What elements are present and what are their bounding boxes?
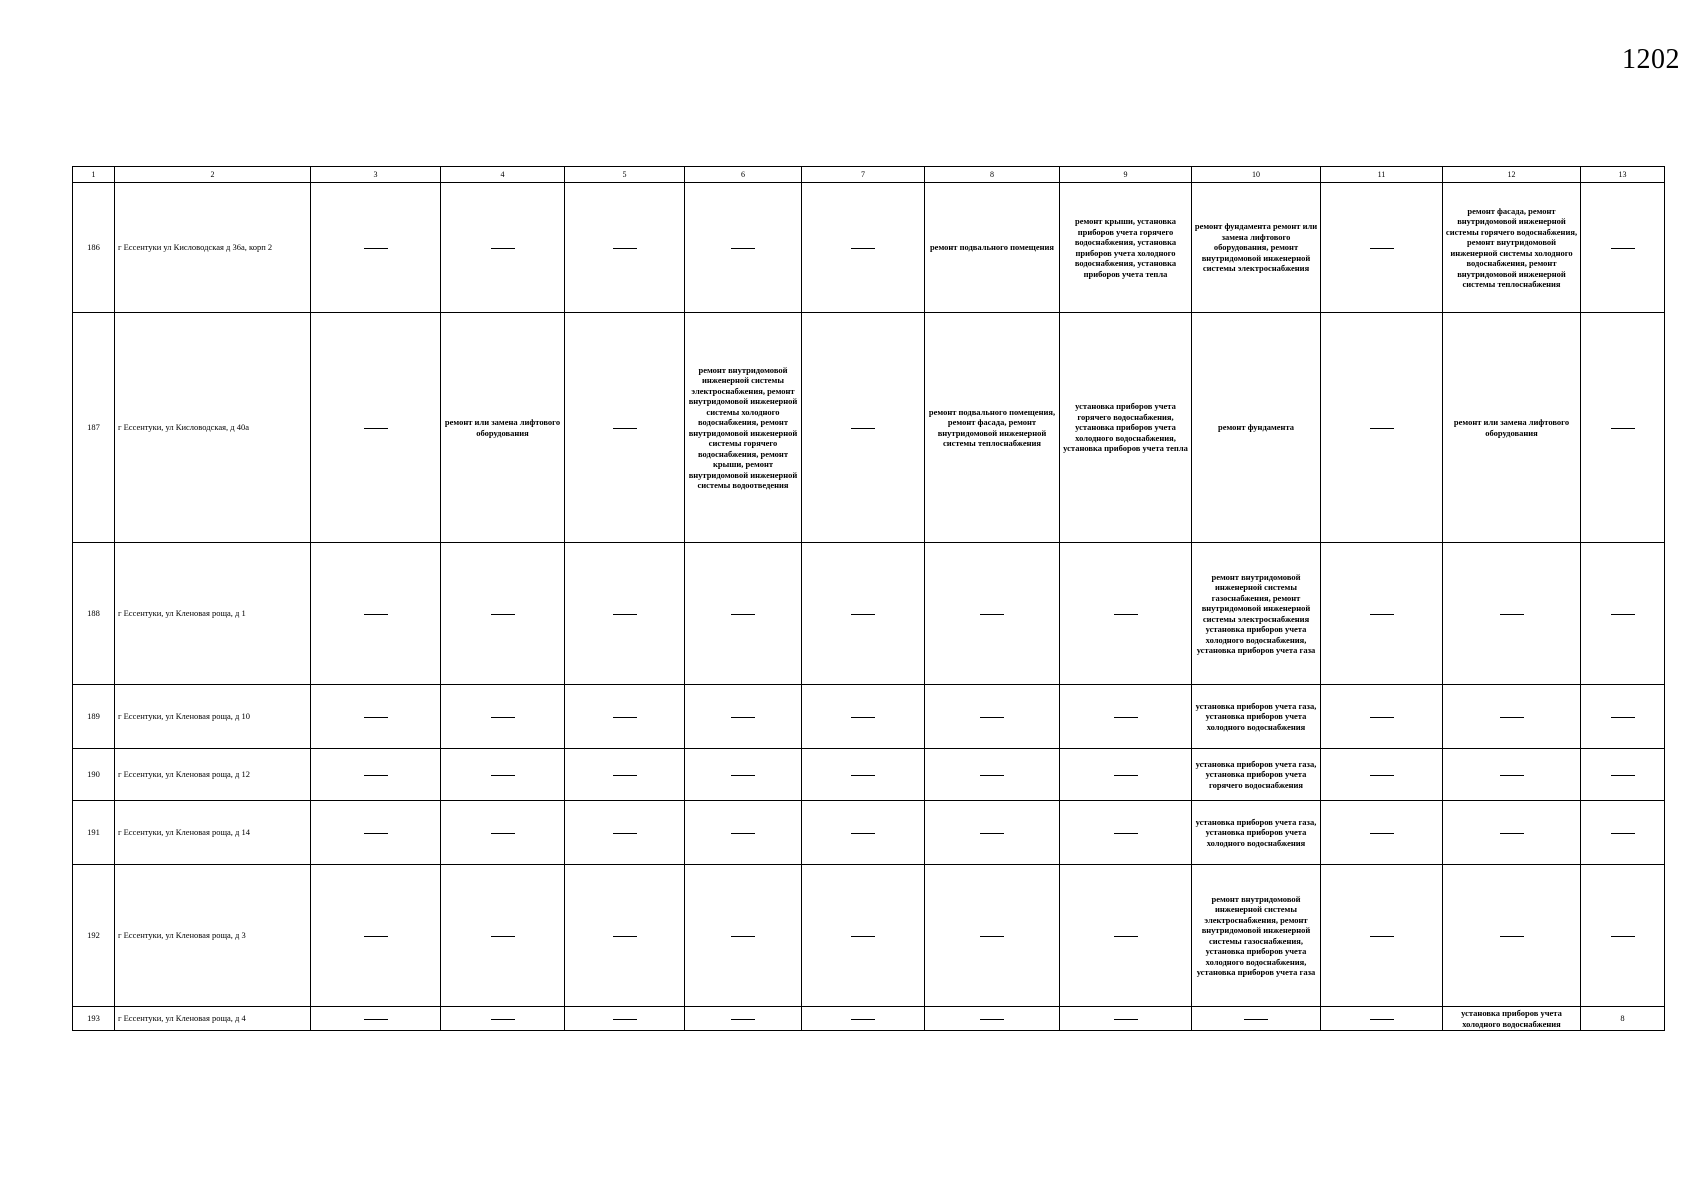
work-cell: установка приборов учета газа, установка приборов учета горячего водоснабжения [1192, 749, 1321, 801]
column-header: 2 [115, 167, 311, 183]
empty-cell [565, 313, 685, 543]
empty-cell [1581, 543, 1665, 685]
dash-mark [1611, 775, 1635, 776]
work-cell: ремонт подвального помещения, ремонт фасада, ремонт внутридомовой инженерной системы теплоснабжения [925, 313, 1060, 543]
empty-cell [685, 543, 802, 685]
empty-cell [441, 749, 565, 801]
empty-cell [925, 749, 1060, 801]
dash-mark [851, 614, 875, 615]
value-cell: 8 [1581, 1007, 1665, 1031]
dash-mark [1611, 833, 1635, 834]
empty-cell [1060, 749, 1192, 801]
dash-mark [980, 717, 1004, 718]
empty-cell [1321, 749, 1443, 801]
empty-cell [1321, 865, 1443, 1007]
dash-mark [1611, 248, 1635, 249]
empty-cell [925, 801, 1060, 865]
empty-cell [802, 865, 925, 1007]
empty-cell [1321, 543, 1443, 685]
dash-mark [1370, 833, 1394, 834]
dash-mark [1611, 428, 1635, 429]
table-row [73, 313, 1665, 543]
column-header: 5 [565, 167, 685, 183]
dash-mark [491, 936, 515, 937]
row-number: 188 [73, 543, 115, 685]
empty-cell [1060, 543, 1192, 685]
address-cell: г Ессентуки, ул Кленовая роща, д 12 [115, 749, 311, 801]
dash-mark [1114, 614, 1138, 615]
dash-mark [1500, 717, 1524, 718]
work-cell: ремонт фасада, ремонт внутридомовой инженерной системы горячего водоснабжения, ремонт внутридомовой инженерной системы холодного водоснабжения, ремонт внутридомовой инженерной системы теплоснабжения [1443, 183, 1581, 313]
empty-cell [311, 183, 441, 313]
row-number: 187 [73, 313, 115, 543]
work-cell: ремонт фундамента ремонт или замена лифтового оборудования, ремонт внутридомовой инженерной системы электроснабжения [1192, 183, 1321, 313]
dash-mark [851, 248, 875, 249]
dash-mark [980, 775, 1004, 776]
empty-cell [1581, 865, 1665, 1007]
empty-cell [565, 183, 685, 313]
dash-mark [731, 775, 755, 776]
empty-cell [1581, 313, 1665, 543]
dash-mark [851, 936, 875, 937]
empty-cell [565, 685, 685, 749]
empty-cell [441, 865, 565, 1007]
column-header: 7 [802, 167, 925, 183]
dash-mark [491, 614, 515, 615]
empty-cell [685, 1007, 802, 1031]
empty-cell [1321, 1007, 1443, 1031]
page-number: 1202 [1622, 44, 1680, 75]
row-number: 190 [73, 749, 115, 801]
dash-mark [1370, 936, 1394, 937]
empty-cell [1192, 1007, 1321, 1031]
empty-cell [441, 685, 565, 749]
empty-cell [925, 865, 1060, 1007]
dash-mark [980, 614, 1004, 615]
dash-mark [613, 775, 637, 776]
empty-cell [1321, 801, 1443, 865]
row-number: 189 [73, 685, 115, 749]
row-number: 192 [73, 865, 115, 1007]
empty-cell [685, 749, 802, 801]
dash-mark [731, 717, 755, 718]
column-header: 8 [925, 167, 1060, 183]
empty-cell [802, 313, 925, 543]
empty-cell [1581, 749, 1665, 801]
dash-mark [731, 833, 755, 834]
dash-mark [980, 833, 1004, 834]
row-number: 186 [73, 183, 115, 313]
empty-cell [441, 183, 565, 313]
row-number: 193 [73, 1007, 115, 1031]
dash-mark [491, 248, 515, 249]
empty-cell [311, 749, 441, 801]
empty-cell [1060, 685, 1192, 749]
empty-cell [441, 801, 565, 865]
empty-cell [1443, 543, 1581, 685]
column-header: 4 [441, 167, 565, 183]
dash-mark [851, 1019, 875, 1020]
empty-cell [1581, 183, 1665, 313]
empty-cell [1443, 749, 1581, 801]
dash-mark [491, 1019, 515, 1020]
work-cell: ремонт фундамента [1192, 313, 1321, 543]
dash-mark [851, 833, 875, 834]
empty-cell [925, 1007, 1060, 1031]
dash-mark [1370, 775, 1394, 776]
address-cell: г Ессентуки, ул Кленовая роща, д 10 [115, 685, 311, 749]
work-cell: установка приборов учета газа, установка приборов учета холодного водоснабжения [1192, 801, 1321, 865]
dash-mark [1114, 775, 1138, 776]
dash-mark [1370, 717, 1394, 718]
column-header: 1 [73, 167, 115, 183]
empty-cell [1443, 801, 1581, 865]
dash-mark [1114, 717, 1138, 718]
work-cell: ремонт внутридомовой инженерной системы электроснабжения, ремонт внутридомовой инженерной системы холодного водоснабжения, ремонт внутридомовой инженерной системы горячего водоснабжения, ремонт крыши, ремонт внутридомовой инженерной системы водоотведения [685, 313, 802, 543]
dash-mark [1244, 1019, 1268, 1020]
dash-mark [1611, 614, 1635, 615]
dash-mark [1370, 614, 1394, 615]
empty-cell [1060, 1007, 1192, 1031]
dash-mark [364, 1019, 388, 1020]
column-header: 11 [1321, 167, 1443, 183]
work-cell: ремонт крыши, установка приборов учета горячего водоснабжения, установка приборов учета холодного водоснабжения, установка приборов учета тепла [1060, 183, 1192, 313]
table-row [73, 749, 1665, 801]
table-row [73, 801, 1665, 865]
empty-cell [802, 1007, 925, 1031]
dash-mark [1500, 775, 1524, 776]
work-cell: ремонт или замена лифтового оборудования [1443, 313, 1581, 543]
dash-mark [491, 717, 515, 718]
empty-cell [1321, 183, 1443, 313]
dash-mark [613, 248, 637, 249]
address-cell: г Ессентуки, ул Кленовая роща, д 4 [115, 1007, 311, 1031]
empty-cell [311, 1007, 441, 1031]
empty-cell [1443, 865, 1581, 1007]
dash-mark [1114, 833, 1138, 834]
address-cell: г Ессентуки, ул Кленовая роща, д 1 [115, 543, 311, 685]
dash-mark [491, 833, 515, 834]
dash-mark [613, 614, 637, 615]
empty-cell [311, 801, 441, 865]
capital-repair-table [72, 166, 1665, 1031]
dash-mark [364, 717, 388, 718]
address-cell: г Ессентуки, ул Кленовая роща, д 3 [115, 865, 311, 1007]
empty-cell [1060, 801, 1192, 865]
empty-cell [311, 313, 441, 543]
empty-cell [1321, 313, 1443, 543]
dash-mark [491, 775, 515, 776]
dash-mark [364, 775, 388, 776]
empty-cell [311, 543, 441, 685]
empty-cell [685, 183, 802, 313]
dash-mark [731, 936, 755, 937]
column-header: 9 [1060, 167, 1192, 183]
empty-cell [802, 749, 925, 801]
empty-cell [565, 801, 685, 865]
empty-cell [441, 1007, 565, 1031]
empty-cell [441, 543, 565, 685]
empty-cell [925, 543, 1060, 685]
empty-cell [311, 685, 441, 749]
empty-cell [565, 865, 685, 1007]
dash-mark [1500, 614, 1524, 615]
empty-cell [1321, 685, 1443, 749]
dash-mark [1114, 936, 1138, 937]
empty-cell [685, 865, 802, 1007]
dash-mark [364, 614, 388, 615]
dash-mark [1370, 1019, 1394, 1020]
work-cell: ремонт внутридомовой инженерной системы газоснабжения, ремонт внутридомовой инженерной системы электроснабжения установка приборов учета холодного водоснабжения, установка приборов учета газа [1192, 543, 1321, 685]
empty-cell [1581, 801, 1665, 865]
empty-cell [565, 543, 685, 685]
column-header: 10 [1192, 167, 1321, 183]
dash-mark [851, 428, 875, 429]
empty-cell [1060, 865, 1192, 1007]
empty-cell [1581, 685, 1665, 749]
empty-cell [802, 543, 925, 685]
dash-mark [613, 717, 637, 718]
empty-cell [802, 685, 925, 749]
address-cell: г Ессентуки, ул Кленовая роща, д 14 [115, 801, 311, 865]
dash-mark [1611, 717, 1635, 718]
work-cell: установка приборов учета газа, установка приборов учета холодного водоснабжения [1192, 685, 1321, 749]
dash-mark [851, 717, 875, 718]
table-row [73, 685, 1665, 749]
dash-mark [980, 936, 1004, 937]
dash-mark [364, 833, 388, 834]
column-header: 3 [311, 167, 441, 183]
dash-mark [613, 833, 637, 834]
table-row [73, 543, 1665, 685]
dash-mark [1370, 428, 1394, 429]
empty-cell [802, 183, 925, 313]
column-header: 13 [1581, 167, 1665, 183]
work-cell: ремонт подвального помещения [925, 183, 1060, 313]
dash-mark [613, 428, 637, 429]
table-row [73, 183, 1665, 313]
column-header: 12 [1443, 167, 1581, 183]
dash-mark [613, 936, 637, 937]
dash-mark [364, 428, 388, 429]
empty-cell [685, 801, 802, 865]
dash-mark [1500, 936, 1524, 937]
dash-mark [1114, 1019, 1138, 1020]
table-row [73, 1007, 1665, 1031]
dash-mark [851, 775, 875, 776]
dash-mark [1611, 936, 1635, 937]
dash-mark [1500, 833, 1524, 834]
empty-cell [565, 1007, 685, 1031]
row-number: 191 [73, 801, 115, 865]
work-cell: ремонт внутридомовой инженерной системы электроснабжения, ремонт внутридомовой инженерной системы газоснабжения, установка приборов учета холодного водоснабжения, установка приборов учета газа [1192, 865, 1321, 1007]
dash-mark [364, 248, 388, 249]
dash-mark [980, 1019, 1004, 1020]
dash-mark [613, 1019, 637, 1020]
address-cell: г Ессентуки ул Кисловодская д 36а, корп 2 [115, 183, 311, 313]
dash-mark [364, 936, 388, 937]
address-cell: г Ессентуки, ул Кисловодская, д 40а [115, 313, 311, 543]
work-cell: установка приборов учета горячего водоснабжения, установка приборов учета холодного водоснабжения, установка приборов учета тепла [1060, 313, 1192, 543]
dash-mark [731, 248, 755, 249]
column-header: 6 [685, 167, 802, 183]
column-number-row [73, 167, 1665, 183]
dash-mark [731, 614, 755, 615]
empty-cell [565, 749, 685, 801]
empty-cell [685, 685, 802, 749]
empty-cell [1443, 685, 1581, 749]
work-cell: ремонт или замена лифтового оборудования [441, 313, 565, 543]
dash-mark [731, 1019, 755, 1020]
empty-cell [311, 865, 441, 1007]
empty-cell [802, 801, 925, 865]
work-cell: установка приборов учета холодного водоснабжения [1443, 1007, 1581, 1031]
dash-mark [1370, 248, 1394, 249]
table-row [73, 865, 1665, 1007]
empty-cell [925, 685, 1060, 749]
